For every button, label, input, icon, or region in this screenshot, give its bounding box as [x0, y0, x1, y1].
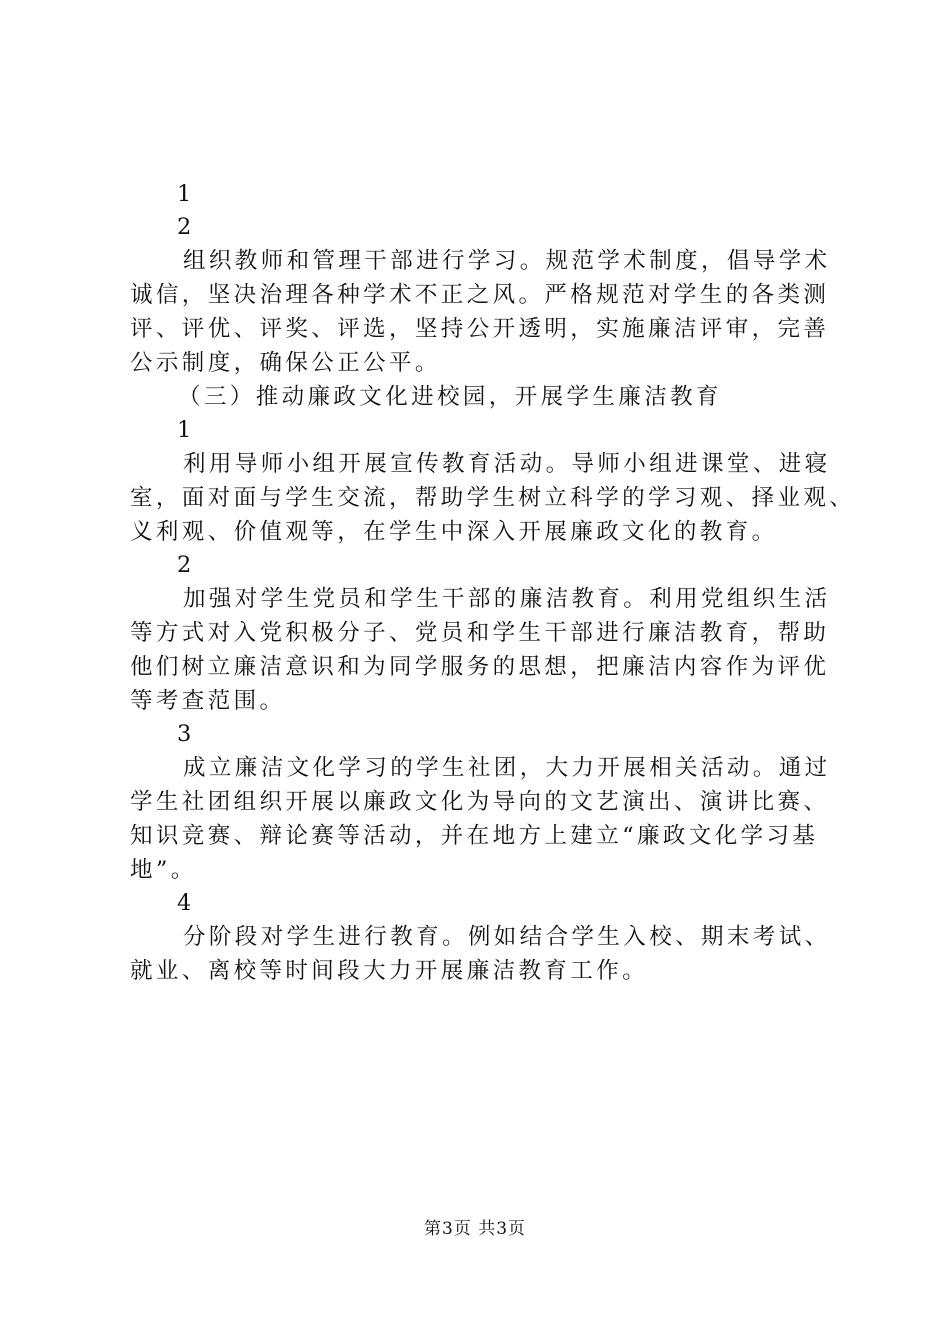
page-footer: 第3页 共3页	[423, 1219, 527, 1239]
item-number: 4	[177, 890, 192, 916]
item-number: 1	[177, 417, 192, 443]
paragraph-line: 组织教师和管理干部进行学习。规范学术制度，倡导学术	[183, 248, 831, 274]
item-number: 3	[177, 721, 192, 747]
item-number: 2	[177, 214, 192, 240]
paragraph-line: 等考查范围。	[130, 688, 286, 714]
paragraph	[130, 447, 856, 549]
paragraph-line: 义利观、价值观等，在学生中深入开展廉政文化的教育。	[130, 519, 778, 545]
paragraph-line: 评、评优、评奖、评选，坚持公开透明，实施廉洁评审，完善	[130, 316, 830, 342]
paragraph-line: 学生社团组织开展以廉政文化为导向的文艺演出、演讲比赛、	[130, 789, 830, 815]
paragraph	[130, 751, 850, 887]
paragraph-line: 室，面对面与学生交流，帮助学生树立科学的学习观、择业观、	[130, 485, 856, 511]
paragraph-line: 利用导师小组开展宣传教育活动。导师小组进课堂、进寝	[183, 451, 831, 477]
paragraph-line: 分阶段对学生进行教育。例如结合学生入校、期末考试、	[183, 924, 831, 950]
section-heading: （三）推动廉政文化进校园，开展学生廉洁教育	[178, 384, 722, 410]
document-body	[130, 178, 856, 988]
paragraph-line: 公示制度，确保公正公平。	[130, 350, 441, 376]
paragraph-line: 地”。	[130, 857, 197, 883]
paragraph	[130, 920, 850, 988]
paragraph	[130, 244, 850, 380]
paragraph-line: 成立廉洁文化学习的学生社团，大力开展相关活动。通过	[183, 755, 831, 781]
paragraph	[130, 582, 850, 718]
item-number: 1	[177, 181, 192, 207]
paragraph-line: 诚信，坚决治理各种学术不正之风。严格规范对学生的各类测	[130, 282, 830, 308]
item-number: 2	[177, 552, 192, 578]
paragraph-line: 就业、离校等时间段大力开展廉洁教育工作。	[130, 958, 649, 984]
paragraph-line: 知识竞赛、辩论赛等活动，并在地方上建立“廉政文化学习基	[130, 823, 819, 849]
paragraph-line: 加强对学生党员和学生干部的廉洁教育。利用党组织生活	[183, 586, 831, 612]
paragraph-line: 等方式对入党积极分子、党员和学生干部进行廉洁教育，帮助	[130, 620, 830, 646]
paragraph-line: 他们树立廉洁意识和为同学服务的思想，把廉洁内容作为评优	[130, 654, 830, 680]
